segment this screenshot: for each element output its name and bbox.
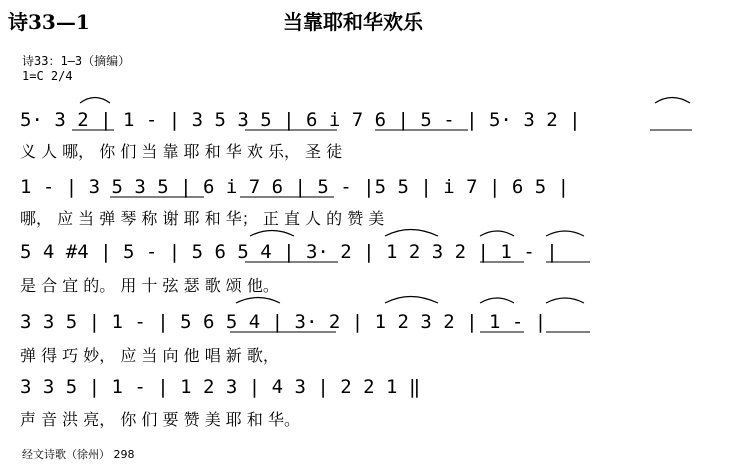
slur [250,231,294,237]
key-signature: 1=C 2/4 [22,69,73,83]
slur [236,298,280,304]
hymnal-reference: 经文诗歌（徐州） 298 [22,448,135,461]
slur [655,98,690,104]
song-number: 诗33—1 [8,10,90,34]
slur [480,231,514,236]
lyrics-row-5: 声 音 洪 亮， 你 们 要 赞 美 耶 和 华。 [20,410,300,429]
slur [385,297,438,304]
slur [385,230,438,237]
lyrics-row-4: 弹 得 巧 妙， 应 当 向 他 唱 新 歌， [20,346,279,365]
notation-row-2: 1 - | 3 5 3 5 | 6 i 7 6 | 5 - |5 5 | i 7 | 6 5 | [20,176,570,198]
song-title: 当靠耶和华欢乐 [283,10,423,34]
slur [546,231,584,236]
lyrics-row-1: 义 人 哪， 你 们 当 靠 耶 和 华 欢 乐， 圣 徒 [20,142,343,161]
slur [80,98,110,104]
scripture-source: 诗33：1—3（摘编） [22,54,131,68]
notation-row-1: 5· 3 2 | 1 - | 3 5 3 5 | 6 i 7 6 | 5 - | 5· 3 2 | [20,109,581,131]
lyrics-row-2: 哪， 应 当 弹 琴 称 谢 耶 和 华； 正 直 人 的 赞 美 [20,209,385,228]
slur [546,298,584,303]
lyrics-row-3: 是 合 宜 的。 用 十 弦 瑟 歌 颂 他。 [20,276,279,295]
slur [480,298,514,303]
notation-row-5: 3 3 5 | 1 - | 1 2 3 | 4 3 | 2 2 1 ‖ [20,376,421,398]
notation-row-4: 3 3 5 | 1 - | 5 6 5 4 | 3· 2 | 1 2 3 2 | 1 - | [20,311,547,333]
notation-row-3: 5 4 #4 | 5 - | 5 6 5 4 | 3· 2 | 1 2 3 2 | 1 - | [20,241,558,263]
